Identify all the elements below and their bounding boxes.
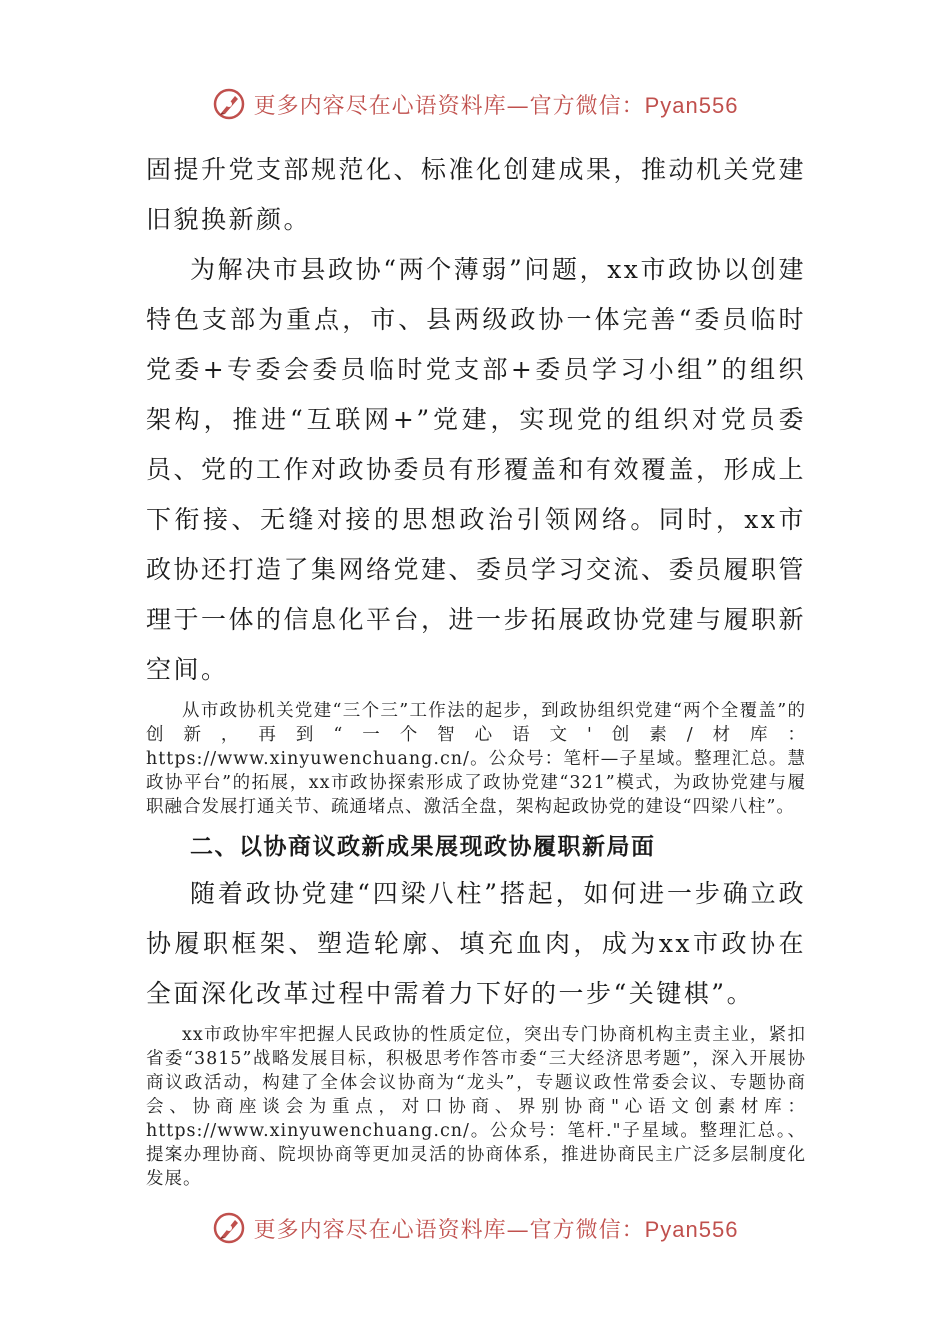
banner-text: 更多内容尽在心语资料库—官方微信：Pyan556: [253, 92, 739, 119]
wechat-id: Pyan556: [644, 1216, 739, 1242]
paragraph-4: 随着政协党建“四梁八柱”搭起，如何进一步确立政协履职框架、塑造轮廓、填充血肉，成为xx市政协在全面深化改革过程中需着力下好的一步“关键棋”。: [146, 879, 806, 1008]
banner-text: 更多内容尽在心语资料库—官方微信：Pyan556: [253, 1216, 739, 1243]
paragraph-3: 从市政协机关党建“三个三”工作法的起步，到政协组织党建“两个全覆盖”的创新，再到“一个智心语文'创素/材库：https://www.xinyuwenchuang.cn/。公众号：笔杆—子星域。整理汇总。慧政协平台”的拓展，xx市政协探索形成了政协党建“321”模式，为政协党建与履职融合发展打通关节、疏通堵点、激活全盘，架构起政协党的建设“四梁八柱”。: [146, 701, 806, 817]
footer-banner: [0, 1208, 950, 1248]
paragraph-1: 固提升党支部规范化、标准化创建成果，推动机关党建旧貌换新颜。: [146, 155, 807, 234]
section-heading: 二、以协商议政新成果展现政协履职新局面: [190, 833, 656, 860]
document-body: [146, 145, 806, 1197]
pen-circle-logo-icon: [212, 1211, 246, 1245]
pen-circle-logo-icon: [212, 87, 246, 121]
paragraph-2: 为解决市县政协“两个薄弱”问题，xx市政协以创建特色支部为重点，市、县两级政协一体完善“委员临时党委+专委会委员临时党支部+委员学习小组”的组织架构，推进“互联网+”党建，实现党的组织对党员委员、党的工作对政协委员有形覆盖和有效覆盖，形成上下衔接、无缝对接的思想政治引领网络。同时，xx市政协还打造了集网络党建、委员学习交流、委员履职管理于一体的信息化平台，进一步拓展政协党建与履职新空间。: [146, 255, 807, 684]
wechat-id: Pyan556: [644, 92, 739, 118]
paragraph-5: xx市政协牢牢把握人民政协的性质定位，突出专门协商机构主责主业，紧扣省委“3815”战略发展目标，积极思考作答市委“三大经济思考题”，深入开展协商议政活动，构建了全体会议协商为“龙头”，专题议政性常委会议、专题协商会、协商座谈会为重点，对口协商、界别协商"心语文创素材库：https://www.xinyuwenchuang.cn/。公众号：笔杆."子星域。整理汇总。、提案办理协商、院坝协商等更加灵活的协商体系，推进协商民主广泛多层制度化发展。: [146, 1025, 806, 1189]
header-banner: [0, 84, 950, 124]
